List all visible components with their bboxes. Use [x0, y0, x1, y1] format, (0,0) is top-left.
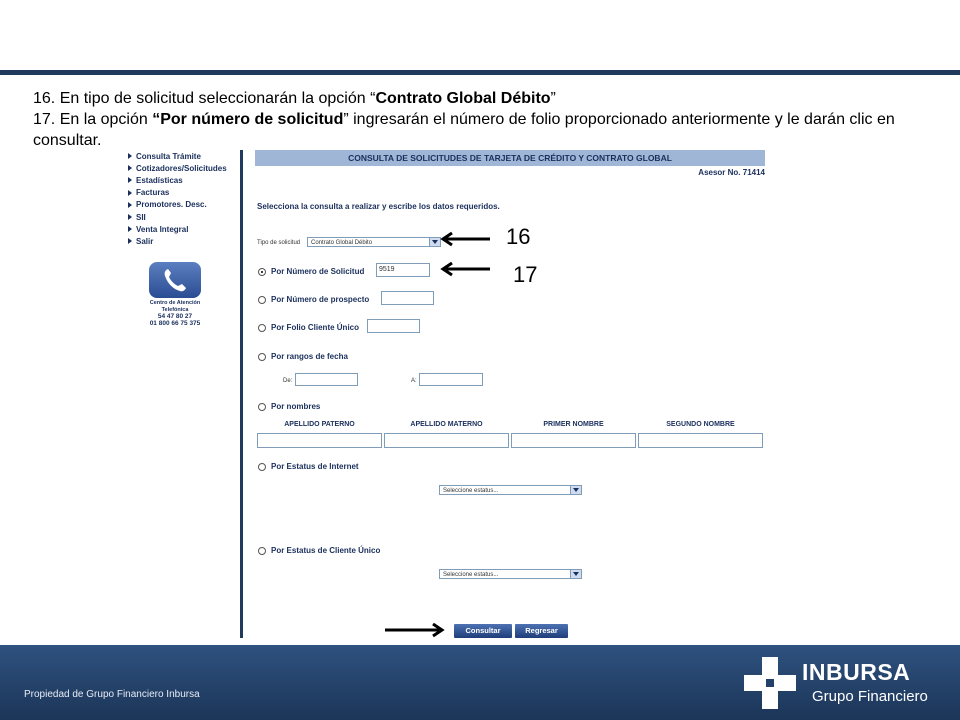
brand-name: INBURSA — [802, 659, 911, 685]
menu-item-salir[interactable]: Salir — [128, 235, 238, 247]
radio-icon — [258, 463, 266, 471]
col-apellido-paterno: APELLIDO PATERNO — [284, 421, 355, 428]
menu-item-cotizadores[interactable]: Cotizadores/Solicitudes — [128, 162, 238, 174]
apellido-paterno-input[interactable] — [257, 433, 382, 448]
arrow-left-icon — [440, 231, 492, 247]
triangle-right-icon — [128, 238, 132, 244]
menu-item-promotores[interactable]: Promotores. Desc. — [128, 199, 238, 211]
instructions — [33, 88, 948, 151]
de-label: De: — [283, 378, 293, 384]
arrow-right-icon — [383, 622, 445, 638]
radio-por-estatus-cliente[interactable]: Por Estatus de Cliente Único — [258, 546, 380, 555]
brand-subtitle: Grupo Financiero — [812, 688, 928, 705]
chevron-down-icon — [570, 570, 581, 578]
top-divider — [0, 70, 960, 75]
radio-por-estatus-internet[interactable]: Por Estatus de Internet — [258, 462, 359, 471]
col-segundo-nombre: SEGUNDO NOMBRE — [666, 421, 735, 428]
instruction-16: 16. En tipo de solicitud seleccionarán la opción “Contrato Global Débito” — [33, 90, 556, 107]
tipo-solicitud-select[interactable]: Contrato Global Débito — [307, 237, 441, 247]
triangle-right-icon — [128, 226, 132, 232]
phone-icon — [149, 262, 201, 298]
chevron-down-icon — [429, 238, 440, 246]
radio-icon — [258, 324, 266, 332]
consultar-button[interactable]: Consultar — [454, 624, 512, 638]
solicitud-input[interactable]: 9519 — [376, 263, 430, 277]
annotation-16: 16 — [506, 224, 531, 249]
radio-icon — [258, 547, 266, 555]
primer-nombre-input[interactable] — [511, 433, 636, 448]
tipo-solicitud-label: Tipo de solicitud — [257, 240, 301, 246]
regresar-button[interactable]: Regresar — [515, 624, 568, 638]
segundo-nombre-input[interactable] — [638, 433, 763, 448]
footer-propiedad: Propiedad de Grupo Financiero Inbursa — [24, 689, 200, 700]
triangle-right-icon — [128, 214, 132, 220]
prospecto-input[interactable] — [381, 291, 434, 305]
radio-por-fecha[interactable]: Por rangos de fecha — [258, 352, 348, 361]
radio-icon — [258, 403, 266, 411]
radio-por-folio[interactable]: Por Folio Cliente Único — [258, 323, 359, 332]
triangle-right-icon — [128, 177, 132, 183]
estatus-cliente-select[interactable]: Seleccione estatus... — [439, 569, 582, 579]
instruction-17: 17. En la opción “Por número de solicitud” ingresarán el número de folio proporcionado anteriormente y le darán clic en consultar. — [33, 111, 895, 149]
triangle-right-icon — [128, 202, 132, 208]
call-center-title: Centro de Atención Telefónica — [149, 300, 201, 313]
menu-item-venta-integral[interactable]: Venta Integral — [128, 223, 238, 235]
menu-item-sii[interactable]: SII — [128, 211, 238, 223]
menu-item-consulta-tramite[interactable]: Consulta Trámite — [128, 150, 238, 162]
radio-icon — [258, 353, 266, 361]
phone-number-local: 54 47 80 27 — [157, 313, 193, 320]
menu-divider — [240, 150, 243, 638]
col-primer-nombre: PRIMER NOMBRE — [543, 421, 604, 428]
form-intro: Selecciona la consulta a realizar y escribe los datos requeridos. — [257, 202, 500, 211]
menu-item-facturas[interactable]: Facturas — [128, 187, 238, 199]
inbursa-emblem-icon — [742, 655, 798, 711]
folio-input[interactable] — [367, 319, 420, 333]
estatus-internet-select[interactable]: Seleccione estatus... — [439, 485, 582, 495]
annotation-17: 17 — [513, 262, 538, 287]
call-center-card — [140, 262, 210, 327]
radio-por-prospecto[interactable]: Por Número de prospecto — [258, 295, 369, 304]
radio-icon — [258, 296, 266, 304]
fecha-a-input[interactable] — [419, 373, 483, 386]
radio-por-solicitud[interactable]: Por Número de Solicitud — [258, 267, 364, 276]
radio-selected-icon — [258, 268, 266, 276]
triangle-right-icon — [128, 190, 132, 196]
a-label: A: — [411, 378, 417, 384]
chevron-down-icon — [570, 486, 581, 494]
phone-number-toll-free: 01 800 66 75 375 — [149, 320, 201, 327]
arrow-left-icon — [440, 261, 492, 277]
form-header: CONSULTA DE SOLICITUDES DE TARJETA DE CRÉDITO Y CONTRATO GLOBAL — [255, 150, 765, 166]
asesor-number: Asesor No. 71414 — [698, 168, 765, 177]
triangle-right-icon — [128, 153, 132, 159]
side-menu — [128, 150, 238, 248]
apellido-materno-input[interactable] — [384, 433, 509, 448]
col-apellido-materno: APELLIDO MATERNO — [410, 421, 483, 428]
radio-por-nombres[interactable]: Por nombres — [258, 402, 320, 411]
menu-item-estadisticas[interactable]: Estadísticas — [128, 174, 238, 186]
triangle-right-icon — [128, 165, 132, 171]
fecha-de-input[interactable] — [295, 373, 358, 386]
inbursa-logo — [742, 655, 942, 713]
